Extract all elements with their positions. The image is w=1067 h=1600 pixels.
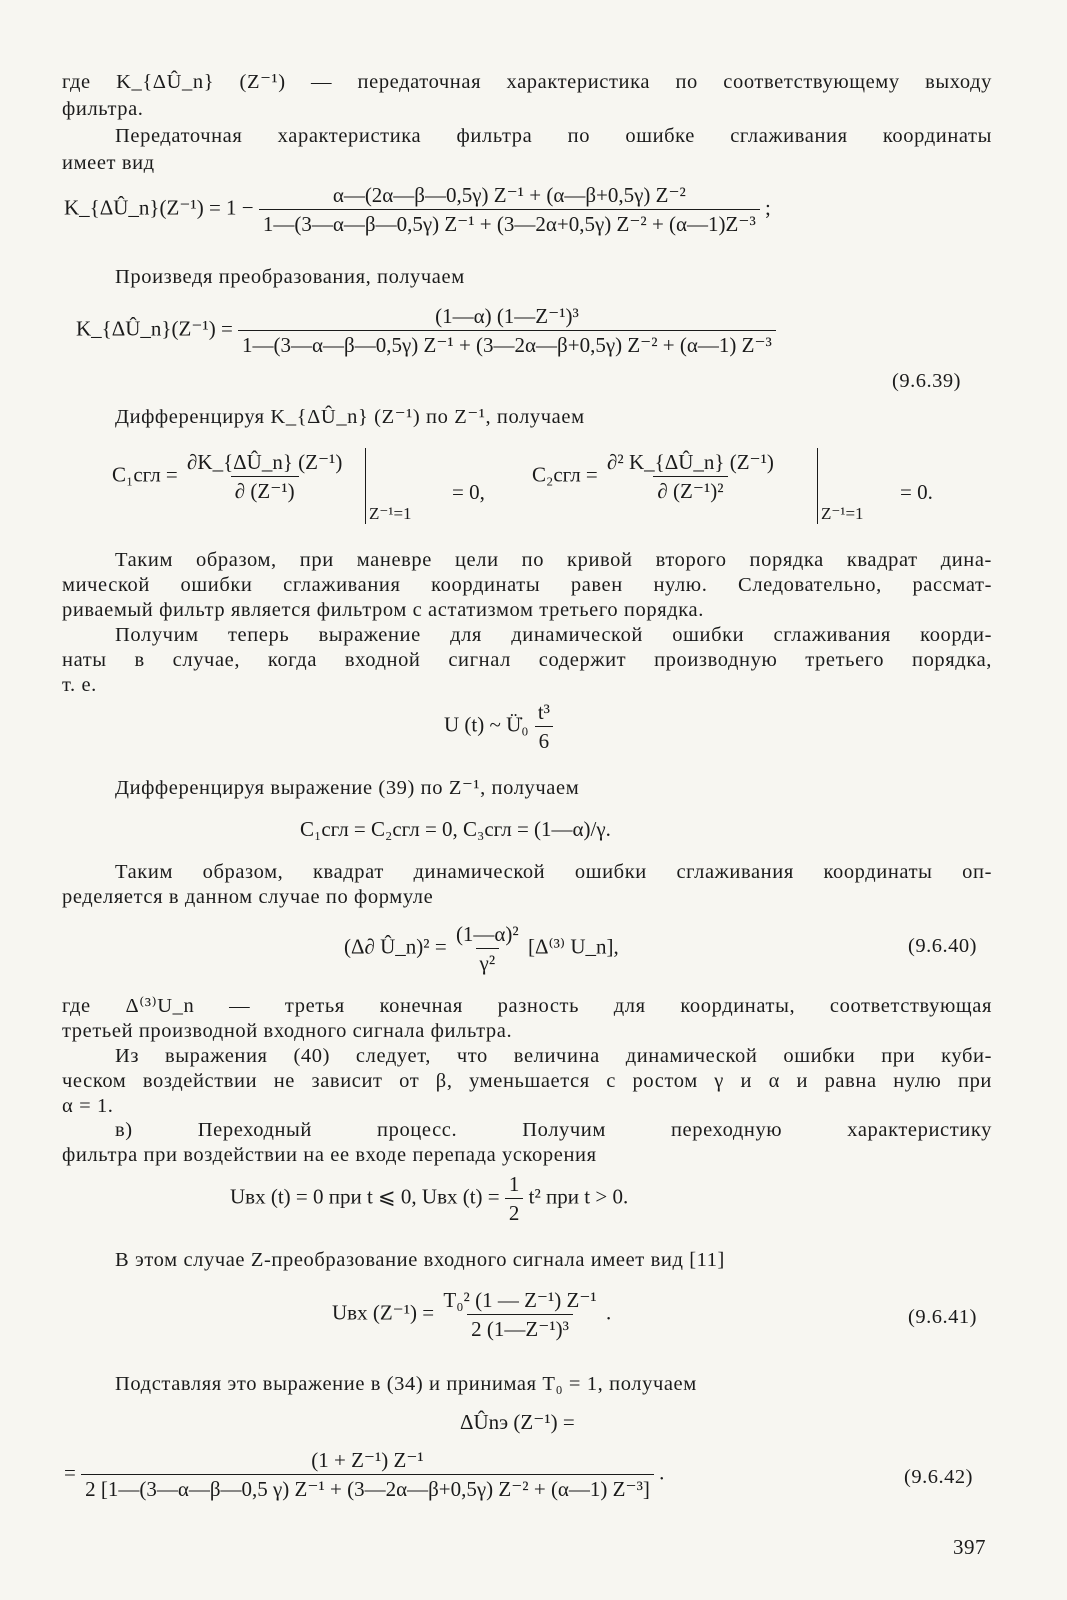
text-line: ределяется в данном случае по формуле	[62, 886, 434, 908]
text-line: Дифференцируя K_{ΔÛ_n} (Z⁻¹) по Z⁻¹, получаем	[115, 406, 585, 428]
equation-number: (9.6.40)	[908, 935, 977, 957]
equation-part: t² при t > 0.	[528, 1184, 629, 1209]
equation-number: (9.6.42)	[904, 1466, 973, 1488]
text-line: ческом воздействии не зависит от β, уменьшается с ростом γ и α и равна нулю при	[62, 1070, 992, 1092]
text-line: мической ошибки сглаживания координаты равен нулю. Следовательно, рассмат-	[62, 574, 992, 596]
evaluation-bar	[365, 448, 366, 524]
text-line: α = 1.	[62, 1095, 114, 1117]
fraction	[534, 700, 554, 753]
fraction	[259, 183, 760, 236]
equation-number: (9.6.41)	[908, 1306, 977, 1328]
equation-c2	[532, 450, 778, 503]
equation-lhs: C₁сгл =	[112, 462, 178, 487]
denominator: 6	[535, 726, 554, 753]
fraction	[238, 304, 776, 357]
denominator: 2	[505, 1198, 524, 1225]
text-line: где K_{ΔÛ_n} (Z⁻¹) — передаточная характеристика по соответствующему выходу	[62, 71, 992, 93]
page-number: 397	[953, 1535, 986, 1559]
equation-lhs: (Δ∂ Û_n)² =	[344, 934, 447, 959]
fraction	[505, 1172, 524, 1225]
denominator: 2 [1—(3—α—β—0,5 γ) Z⁻¹ + (3—2α—β+0,5γ) Z⁻² + (α—1) Z⁻³]	[81, 1474, 654, 1501]
equation-input-signal	[444, 700, 554, 753]
text-line: в) Переходный процесс. Получим переходную характеристику	[115, 1119, 992, 1141]
text-line: Получим теперь выражение для динамической ошибки сглаживания коорди-	[115, 624, 992, 646]
equation-rhs: = 0.	[900, 480, 933, 504]
text-line: наты в случае, когда входной сигнал содержит производную третьего порядка,	[62, 649, 992, 671]
fraction	[183, 450, 346, 503]
fraction	[452, 922, 523, 975]
equation-punct: ;	[765, 195, 771, 220]
denominator: 1—(3—α—β—0,5γ) Z⁻¹ + (3—2α—β+0,5γ) Z⁻² + (α—1) Z⁻³	[238, 330, 776, 357]
text-line: Дифференцируя выражение (39) по Z⁻¹, получаем	[115, 777, 580, 799]
evaluation-subscript: Z⁻¹=1	[821, 504, 864, 523]
text-line: фильтра.	[62, 98, 144, 120]
equation-punct: .	[605, 1300, 612, 1325]
text-line: Подставляя это выражение в (34) и принимая T₀ = 1, получаем	[115, 1373, 697, 1395]
equation-c1	[112, 450, 346, 503]
equation-step-input	[230, 1172, 628, 1225]
text-line: Из выражения (40) следует, что величина динамической ошибки при куби-	[115, 1045, 992, 1067]
numerator: (1—α)²	[455, 922, 519, 946]
fraction	[439, 1288, 600, 1341]
denominator: 2 (1—Z⁻¹)³	[467, 1314, 573, 1341]
equation-lhs: Uвх (Z⁻¹) =	[332, 1300, 435, 1325]
equation-9-6-42	[64, 1448, 664, 1501]
text-line: Передаточная характеристика фильтра по ошибке сглаживания координаты	[115, 125, 992, 147]
fraction	[81, 1448, 654, 1501]
equation-9-6-39	[76, 304, 776, 357]
numerator: (1 + Z⁻¹) Z⁻¹	[311, 1448, 424, 1472]
equation-lhs: K_{ΔÛ_n}(Z⁻¹) = 1 −	[64, 195, 254, 220]
equation-transfer-function	[64, 183, 771, 236]
equation-part: Uвх (t) = 0 при t ⩽ 0, Uвх (t) =	[230, 1184, 500, 1209]
fraction	[603, 450, 778, 503]
equation-rhs: [Δ⁽³⁾ U_n],	[527, 934, 619, 959]
equation-punct: .	[659, 1460, 665, 1485]
equation-lhs: C₂сгл =	[532, 462, 598, 487]
text-line: где Δ⁽³⁾U_n — третья конечная разность для координаты, соответствующая	[62, 995, 992, 1017]
denominator: 1—(3—α—β—0,5γ) Z⁻¹ + (3—2α+0,5γ) Z⁻² + (α—1)Z⁻³	[259, 209, 760, 236]
evaluation-subscript: Z⁻¹=1	[369, 504, 412, 523]
equation-9-6-40	[344, 922, 619, 975]
equation-rhs: = 0,	[452, 480, 485, 504]
text-line: т. е.	[62, 674, 97, 696]
text-line: имеет вид	[62, 152, 155, 174]
numerator: ∂² K_{ΔÛ_n} (Z⁻¹)	[607, 450, 774, 474]
equation-lhs: U (t) ~ Ü̇₀	[444, 712, 529, 737]
equation-lhs: =	[64, 1460, 76, 1485]
text-line: фильтра при воздействии на ее входе перепада ускорения	[62, 1144, 597, 1166]
text-line: Произведя преобразования, получаем	[115, 266, 465, 288]
denominator: ∂ (Z⁻¹)	[231, 476, 299, 503]
denominator: γ²	[476, 948, 500, 975]
equation-lhs: K_{ΔÛ_n}(Z⁻¹) =	[76, 316, 233, 341]
numerator: t³	[537, 700, 550, 724]
text-line: риваемый фильтр является фильтром с астатизмом третьего порядка.	[62, 599, 704, 621]
text-line: Таким образом, при маневре цели по кривой второго порядка квадрат дина-	[115, 549, 992, 571]
equation-9-6-41	[332, 1288, 611, 1341]
equation-error-coefficients: C₁сгл = C₂сгл = 0, C₃сгл = (1—α)/γ.	[300, 817, 611, 841]
evaluation-bar	[817, 448, 818, 524]
text-line: В этом случае Z-преобразование входного сигнала имеет вид [11]	[115, 1249, 725, 1271]
denominator: ∂ (Z⁻¹)²	[653, 476, 727, 503]
numerator: T₀² (1 — Z⁻¹) Z⁻¹	[443, 1288, 597, 1312]
numerator: ∂K_{ΔÛ_n} (Z⁻¹)	[187, 450, 343, 474]
numerator: (1—α) (1—Z⁻¹)³	[435, 304, 579, 328]
text-line: третьей производной входного сигнала фильтра.	[62, 1020, 513, 1042]
equation-number: (9.6.39)	[892, 370, 961, 392]
text-line: Таким образом, квадрат динамической ошибки сглаживания координаты оп-	[115, 861, 992, 883]
numerator: α—(2α—β—0,5γ) Z⁻¹ + (α—β+0,5γ) Z⁻²	[332, 183, 686, 207]
numerator: 1	[508, 1172, 520, 1196]
equation-response-lhs: ΔÛnэ (Z⁻¹) =	[460, 1410, 575, 1434]
